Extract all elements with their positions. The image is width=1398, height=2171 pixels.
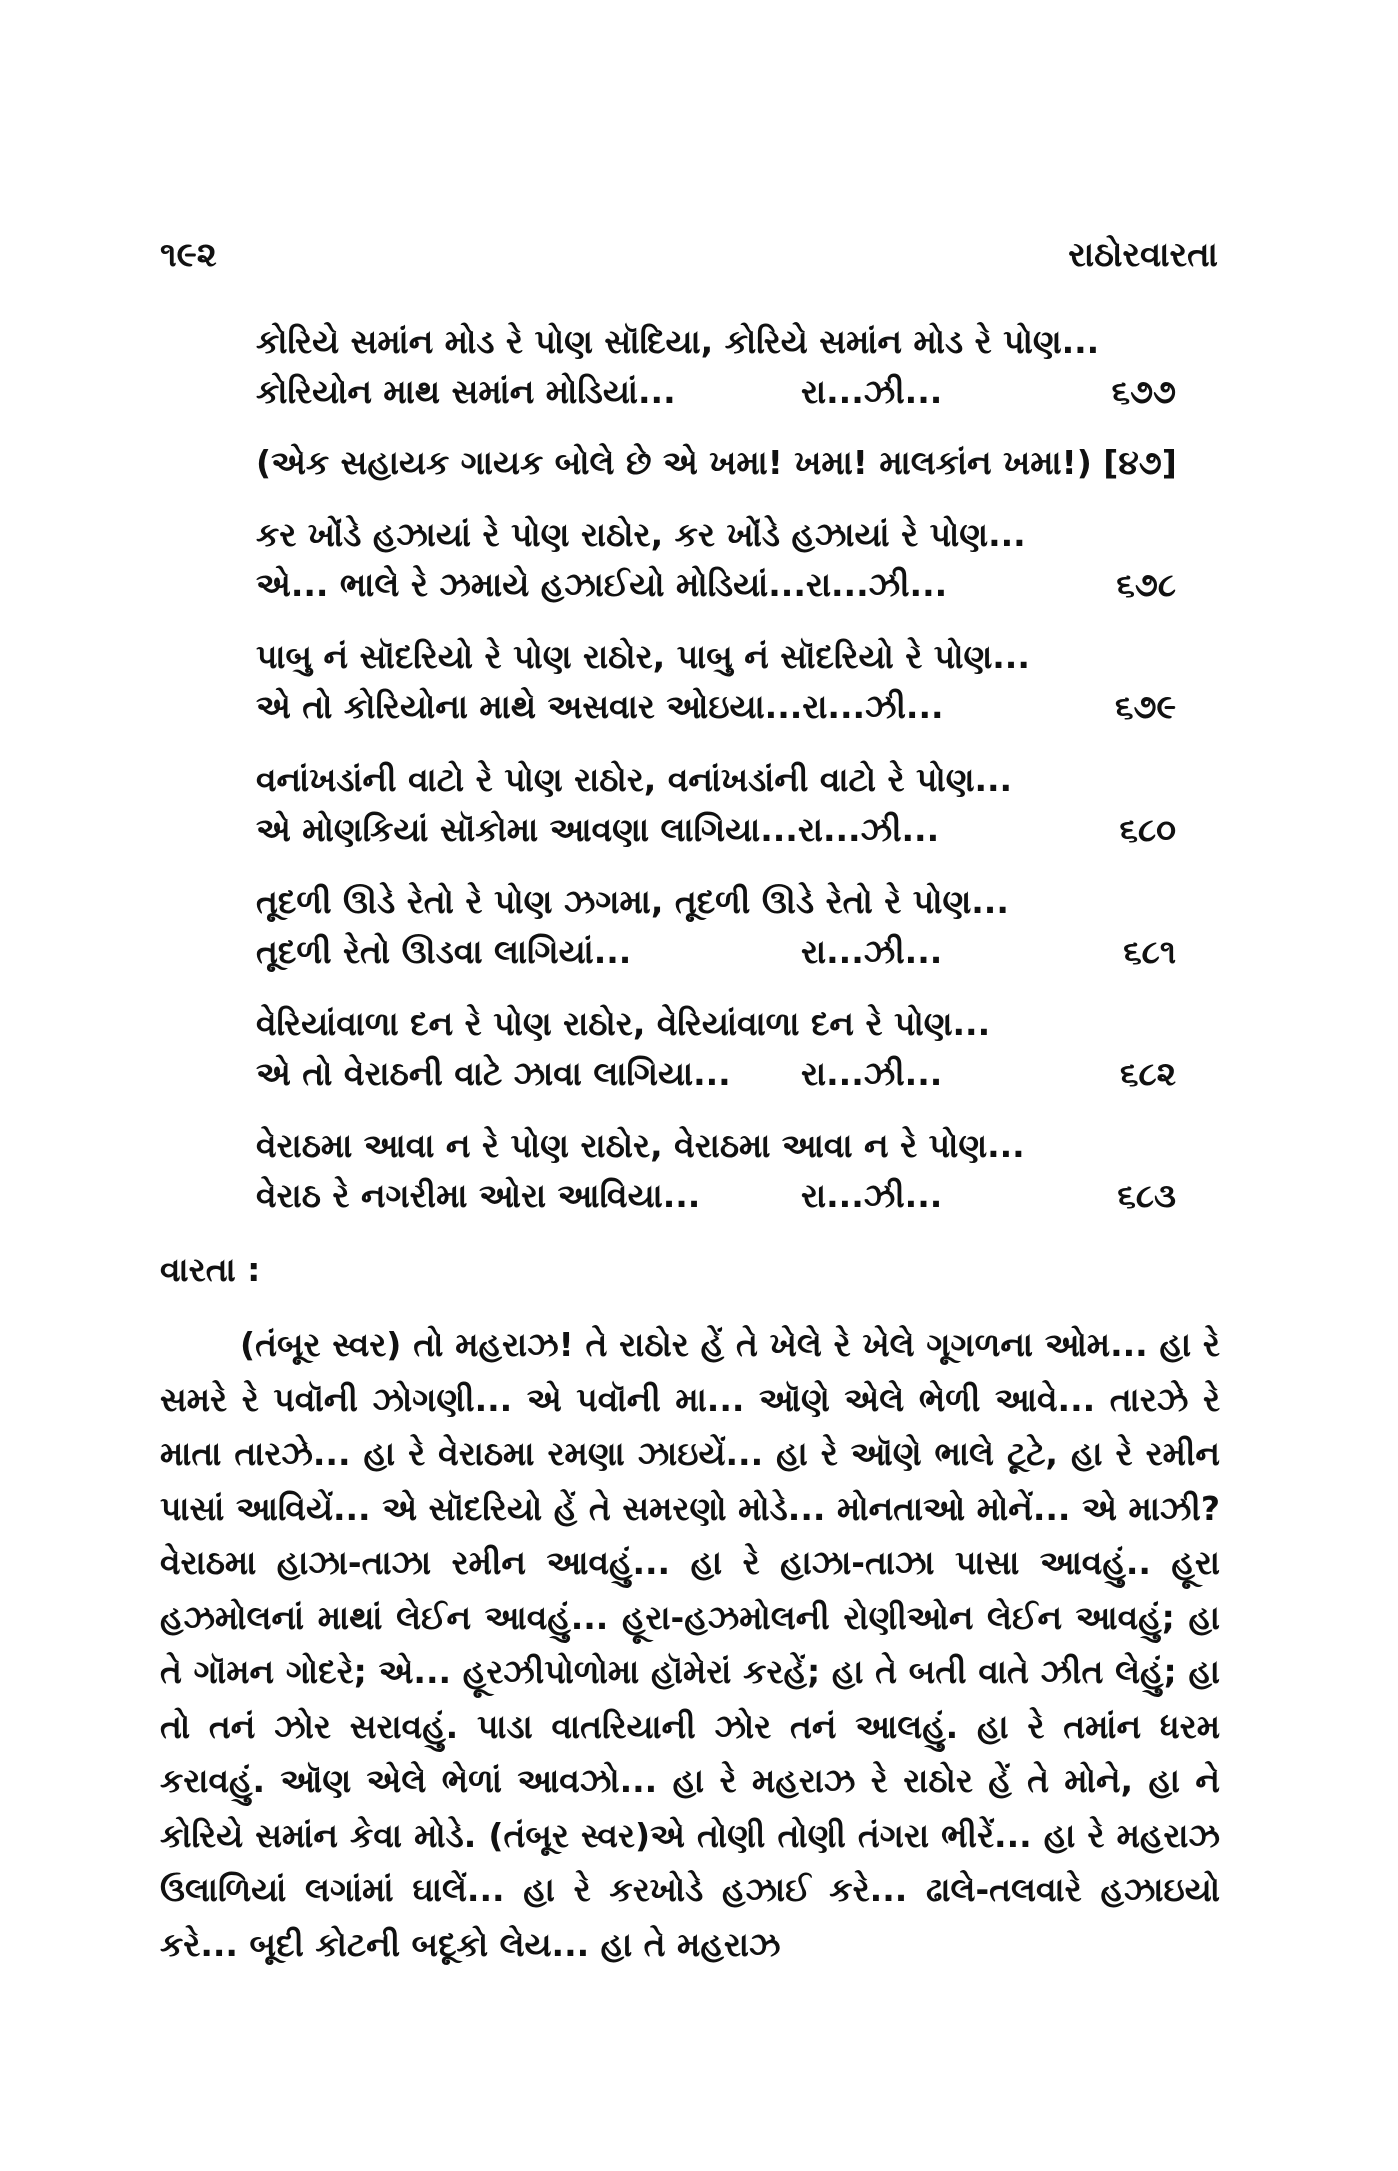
verse-number: ૬૮૩: [1117, 1176, 1176, 1215]
verse-refrain: રા...ઝી...: [801, 1054, 943, 1093]
verse-text: વેરાઠ રે નગરીમા ઓરા આવિયા...: [256, 1176, 701, 1215]
verse-text: કોરિયે સમાંન મોડ રે પોણ સૉદિયા, કોરિયે સમાંન મોડ રે પોણ...: [256, 322, 1100, 361]
verse-number: ૬૭૭: [1111, 372, 1176, 411]
verse-text: કર ખોંડે હઝાયાં રે પોણ રાઠોર, કર ખોંડે હઝાયાં રે પોણ...: [256, 515, 1026, 554]
verse-text: એ... ભાલે રે ઝમાયે હઝાઈયો મોડિયાં...રા...ઝી...: [256, 565, 948, 604]
verse-text: વનાંખડાંની વાટો રે પોણ રાઠોર, વનાંખડાંની વાટો રે પોણ...: [256, 760, 1013, 799]
verse-line: [256, 932, 1206, 982]
verse-line: [256, 1176, 1206, 1226]
verse-text: તૂદળી ઊડે રેતો રે પોણ ઝગમા, તૂદળી ઊડે રેતો રે પોણ...: [256, 882, 1009, 921]
verse-text: તૂદળી રેતો ઊડવા લાગિયાં...: [256, 932, 632, 971]
verse-text: પાબુ નં સૉદરિયો રે પોણ રાઠોર, પાબુ નં સૉદરિયો રે પોણ...: [256, 637, 1030, 676]
verse-line: [256, 760, 1206, 810]
verse-number: ૬૮૦: [1119, 810, 1176, 849]
verse-text: વેરાઠમા આવા ન રે પોણ રાઠોર, વેરાઠમા આવા ન રે પોણ...: [256, 1126, 1025, 1165]
running-title: રાઠોરવારતા: [1068, 235, 1218, 275]
verse-number: ૬૮૧: [1123, 932, 1176, 971]
verse-refrain: રા...ઝી...: [801, 372, 943, 411]
verse-refrain: રા...ઝી...: [801, 932, 943, 971]
verse-text: કોરિયોન માથ સમાંન મોડિયાં...: [256, 372, 676, 411]
verse-text: વેરિયાંવાળા દન રે પોણ રાઠોર, વેરિયાંવાળા દન રે પોણ...: [256, 1004, 991, 1043]
verse-679: [256, 637, 1206, 737]
verse-number: ૬૭૮: [1116, 565, 1176, 604]
verse-678: [256, 515, 1206, 615]
verse-line: [256, 1054, 1206, 1104]
verse-681: [256, 882, 1206, 982]
verse-text: એ મોણકિયાં સૉકોમા આવણા લાગિયા...રા...ઝી...: [256, 810, 940, 849]
verse-line: [256, 810, 1206, 860]
verse-680: [256, 760, 1206, 860]
page-number: ૧૯૨: [160, 235, 217, 275]
verse-text: એ તો વેરાઠની વાટે ઝાવા લાગિયા...: [256, 1054, 731, 1093]
verse-number: ૬૭૯: [1115, 687, 1176, 726]
verse-refrain: રા...ઝી...: [801, 1176, 943, 1215]
verse-line: [256, 372, 1206, 422]
verse-text: એ તો કોરિયોના માથે અસવાર ઓઇયા...રા...ઝી...: [256, 687, 944, 726]
verse-line: [256, 687, 1206, 737]
verse-677: [256, 322, 1206, 422]
verse-number: ૬૮૨: [1119, 1054, 1176, 1093]
section-heading: વારતા :: [160, 1250, 261, 1289]
verse-line: [256, 1126, 1206, 1176]
verse-line: [256, 882, 1206, 932]
verse-line: [256, 637, 1206, 687]
verse-line: [256, 1004, 1206, 1054]
verse-683: [256, 1126, 1206, 1226]
verse-line: [256, 322, 1206, 372]
prose-body: [160, 1318, 1220, 1972]
verse-682: [256, 1004, 1206, 1104]
prose-paragraph: (તંબૂર સ્વર) તો મહરાઝ! તે રાઠોર હેં તે ખેલે રે ખેલે ગૂગળના ઓમ... હા રે સમરે રે પવૉની ઝોગણી... એ પવૉની મા... ઑણે એલે ભેળી આવે... તારઝે રે માતા તારઝે... હા રે વેરાઠમા રમણા ઝાઇયેં... હા રે ઑણે ભાલે ટૂટે, હા રે રમીન પાસાં આવિયેં... એ સૉદરિયો હેં તે સમરણો મોડે... મોનતાઓ મોનેં... એ માઝી? વેરાઠમા હાઝા-તાઝા રમીન આવહું... હા રે હાઝા-તાઝા પાસા આવહું.. હૂરા હઝમોલનાં માથાં લેઈન આવહું... હૂરા-હઝમોલની રોણીઓન લેઈન આવહું; હા તે ગૉમન ગોદરે; એ... હૂરઝીપોળોમા હૉમેરાં કરહેં; હા તે બતી વાતે ઝીત લેહું; હા તો તનં ઝોર સરાવહું. પાડા વાતરિયાની ઝોર તનં આલહું. હા રે તમાંન ધરમ કરાવહું. ઑણ એલે ભેળાં આવઝો... હા રે મહરાઝ રે રાઠોર હેં તે મોને, હા ને કોરિયે સમાંન કેવા મોડે. (તંબૂર સ્વર)એ તોણી તોણી તંગરા ભીરેં... હા રે મહરાઝ ઉલાળિયાં લગાંમાં ઘાલેં... હા રે કરખોડે હઝાઈ કરે... ઢાલે-તલવારે હઝાઇયો કરે... બૂદી કોટની બદૂકો લેય... હા તે મહરાઝ: [160, 1325, 1220, 1964]
verse-line: [256, 565, 1206, 615]
aside-line: (એક સહાયક ગાયક બોલે છે એ ખમા! ખમા! માલકાંન ખમા!) [૪૭]: [256, 443, 1177, 482]
verse-line: [256, 515, 1206, 565]
